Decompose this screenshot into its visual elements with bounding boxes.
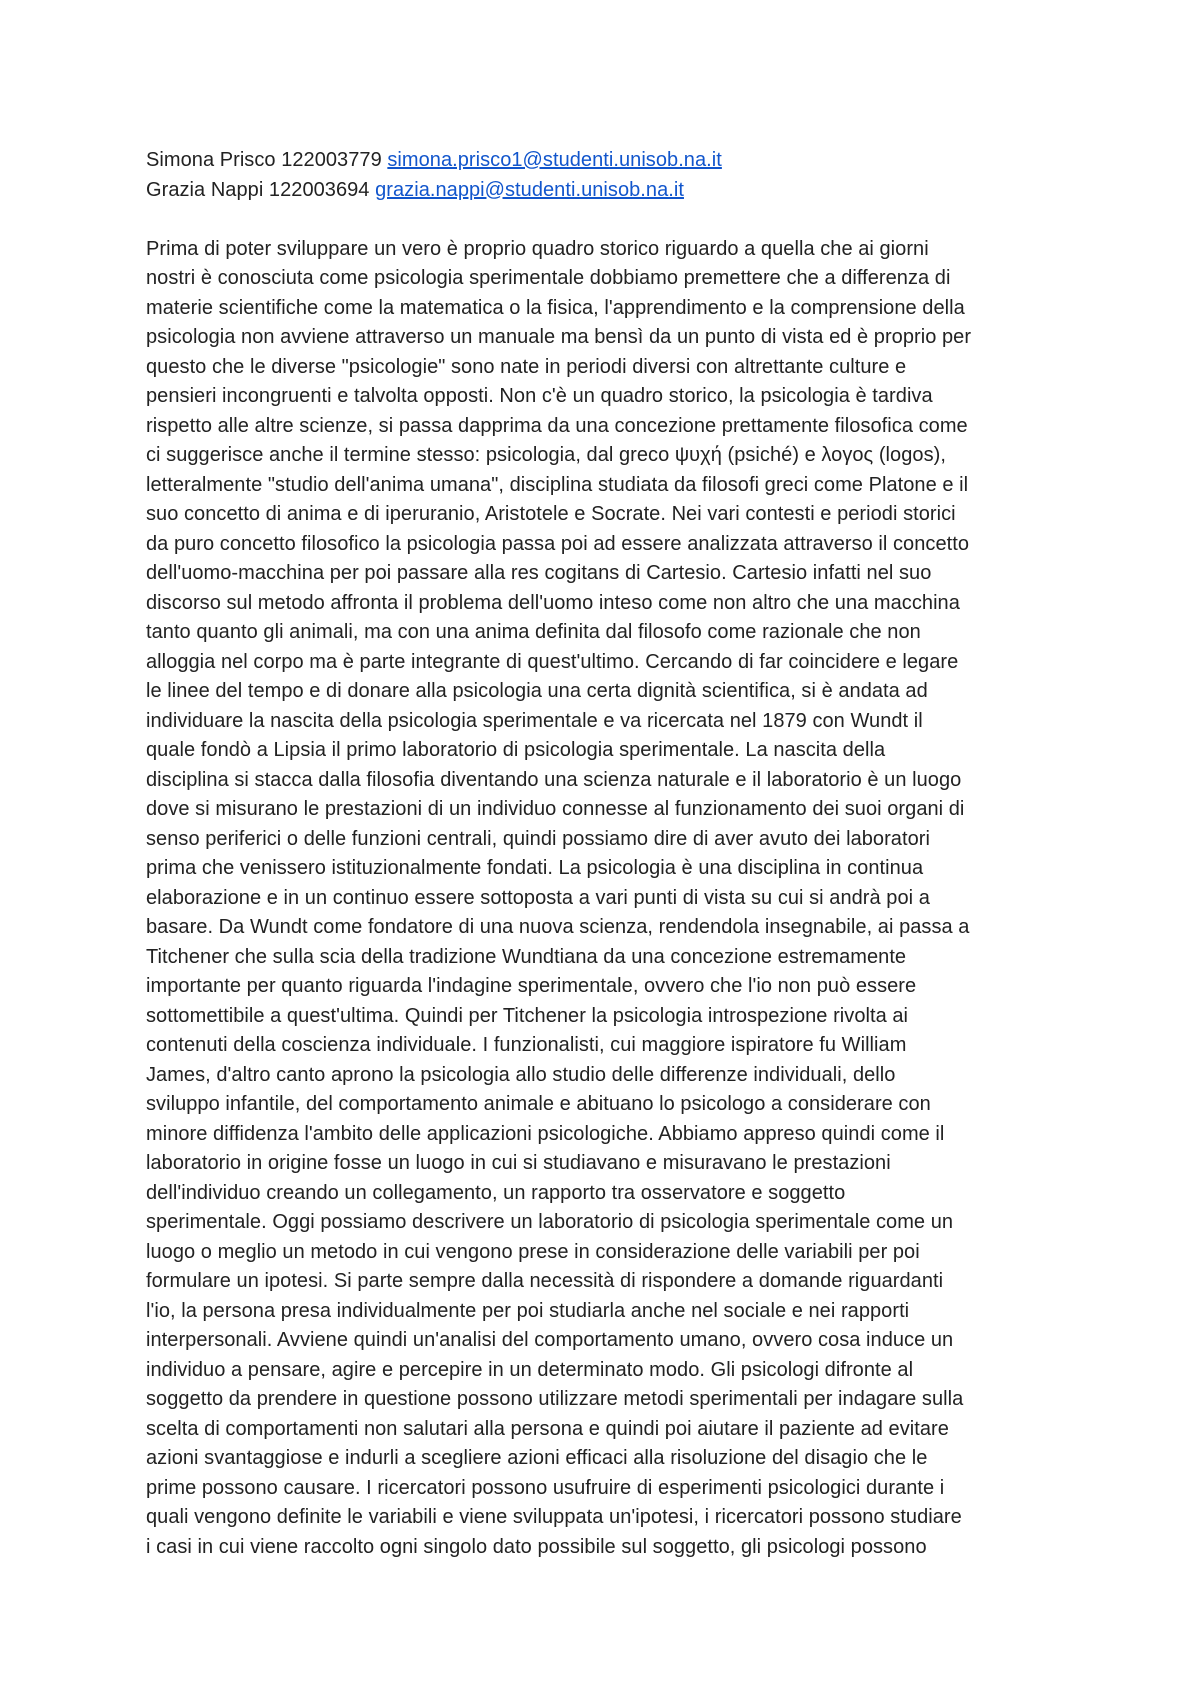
body-text-line: dell'individuo creando un collegamento, un rapporto tra osservatore e soggetto [146, 1181, 846, 1204]
body-text-line: suo concetto di anima e di iperuranio, Aristotele e Socrate. Nei vari contesti e periodi storici [146, 503, 956, 525]
body-text-line: alloggia nel corpo ma è parte integrante di quest'ultimo. Cercando di far coincidere e legare [146, 650, 959, 673]
document-content [146, 146, 1066, 1562]
body-text-line: azioni svantaggiose e indurli a scegliere azioni efficaci alla risoluzione del disagio che le [146, 1447, 928, 1469]
body-text-line: da puro concetto filosofico la psicologia passa poi ad essere analizzata attraverso il concetto [146, 532, 970, 555]
author-line-1 [146, 146, 1066, 176]
body-text-line: pensieri incongruenti e talvolta opposti. Non c'è un quadro storico, la psicologia è tardiva [146, 385, 933, 407]
body-text-line: letteralmente "studio dell'anima umana", disciplina studiata da filosofi greci come Platone e il [146, 473, 969, 496]
body-text-line: elaborazione e in un continuo essere sottoposta a vari punti di vista su cui si andrà poi a [146, 886, 930, 909]
body-text-line: individuo a pensare, agire e percepire in un determinato modo. Gli psicologi difronte al [146, 1358, 914, 1381]
body-text-line: Prima di poter sviluppare un vero è proprio quadro storico riguardo a quella che ai giorni [146, 237, 929, 260]
body-text-line: psicologia non avviene attraverso un manuale ma bensì da un punto di vista ed è proprio per [146, 326, 972, 348]
paragraph-spacer [146, 205, 1066, 235]
body-text-line: soggetto da prendere in questione possono utilizzare metodi sperimentali per indagare sulla [146, 1388, 964, 1410]
body-paragraph [146, 235, 1066, 1563]
body-text-line: basare. Da Wundt come fondatore di una nuova scienza, rendendola insegnabile, ai passa a [146, 916, 970, 938]
body-text-line: sviluppo infantile, del comportamento animale e abituano lo psicologo a considerare con [146, 1093, 931, 1115]
author-line-2 [146, 176, 1066, 206]
author-name-id: Grazia Nappi 122003694 [146, 178, 370, 201]
body-text-line: contenuti della coscienza individuale. I funzionalisti, cui maggiore ispiratore fu William [146, 1034, 907, 1056]
body-text-line: James, d'altro canto aprono la psicologia allo studio delle differenze individuali, dello [146, 1063, 896, 1086]
body-text-line: senso periferici o delle funzioni centrali, quindi possiamo dire di aver avuto dei laboratori [146, 827, 930, 850]
author-name-id: Simona Prisco 122003779 [146, 149, 382, 171]
author-email-link[interactable]: grazia.nappi@studenti.unisob.na.it [375, 178, 684, 201]
body-text-line: interpersonali. Avviene quindi un'analisi del comportamento umano, ovvero cosa induce un [146, 1329, 954, 1351]
body-text-line: quali vengono definite le variabili e viene sviluppata un'ipotesi, i ricercatori possono studiare [146, 1506, 962, 1528]
body-text-line: individuare la nascita della psicologia sperimentale e va ricercata nel 1879 con Wundt il [146, 709, 923, 732]
body-text-line: questo che le diverse "psicologie" sono nate in periodi diversi con altrettante culture e [146, 355, 907, 378]
body-text-line: prime possono causare. I ricercatori possono usufruire di esperimenti psicologici durante i [146, 1476, 945, 1499]
body-text-line: prima che venissero istituzionalmente fondati. La psicologia è una disciplina in continua [146, 857, 924, 879]
body-text-line: luogo o meglio un metodo in cui vengono prese in considerazione delle variabili per poi [146, 1240, 920, 1263]
body-text-line: i casi in cui viene raccolto ogni singolo dato possibile sul soggetto, gli psicologi possono [146, 1535, 927, 1558]
body-text-line: minore diffidenza l'ambito delle applicazioni psicologiche. Abbiamo appreso quindi come il [146, 1122, 945, 1145]
body-text-line: Titchener che sulla scia della tradizione Wundtiana da una concezione estremamente [146, 945, 907, 968]
author-email-link[interactable]: simona.prisco1@studenti.unisob.na.it [387, 149, 722, 171]
body-text-line: l'io, la persona presa individualmente per poi studiarla anche nel sociale e nei rapporti [146, 1299, 910, 1322]
body-text-line: discorso sul metodo affronta il problema dell'uomo inteso come non altro che una macchina [146, 591, 960, 614]
body-text-line: le linee del tempo e di donare alla psicologia una certa dignità scientifica, si è andata ad [146, 680, 928, 702]
body-text-line: quale fondò a Lipsia il primo laboratorio di psicologia sperimentale. La nascita della [146, 739, 886, 761]
body-text-line: materie scientifiche come la matematica o la fisica, l'apprendimento e la comprensione della [146, 296, 965, 319]
body-text-line: sottomettibile a quest'ultima. Quindi per Titchener la psicologia introspezione rivolta ai [146, 1004, 909, 1027]
body-text-line: laboratorio in origine fosse un luogo in cui si studiavano e misuravano le prestazioni [146, 1152, 891, 1174]
body-text-line: tanto quanto gli animali, ma con una anima definita dal filosofo come razionale che non [146, 621, 921, 643]
body-text-line: rispetto alle altre scienze, si passa dapprima da una concezione prettamente filosofica come [146, 414, 968, 437]
body-text-line: formulare un ipotesi. Si parte sempre dalla necessità di rispondere a domande riguardanti [146, 1270, 944, 1292]
body-text-line: importante per quanto riguarda l'indagine sperimentale, ovvero che l'io non può essere [146, 975, 917, 997]
body-text-line: sperimentale. Oggi possiamo descrivere un laboratorio di psicologia sperimentale come un [146, 1211, 954, 1233]
body-text-line: nostri è conosciuta come psicologia sperimentale dobbiamo premettere che a differenza di [146, 267, 951, 289]
body-text-line: scelta di comportamenti non salutari alla persona e quindi poi aiutare il paziente ad evitare [146, 1417, 949, 1440]
body-text-line: ci suggerisce anche il termine stesso: psicologia, dal greco ψυχή (psiché) e λογος (logos), [146, 444, 946, 466]
body-text-line: disciplina si stacca dalla filosofia diventando una scienza naturale e il laboratorio è un luogo [146, 768, 962, 791]
body-text-line: dove si misurano le prestazioni di un individuo connesse al funzionamento dei suoi organi di [146, 798, 965, 820]
body-text-line: dell'uomo-macchina per poi passare alla res cogitans di Cartesio. Cartesio infatti nel suo [146, 562, 932, 584]
